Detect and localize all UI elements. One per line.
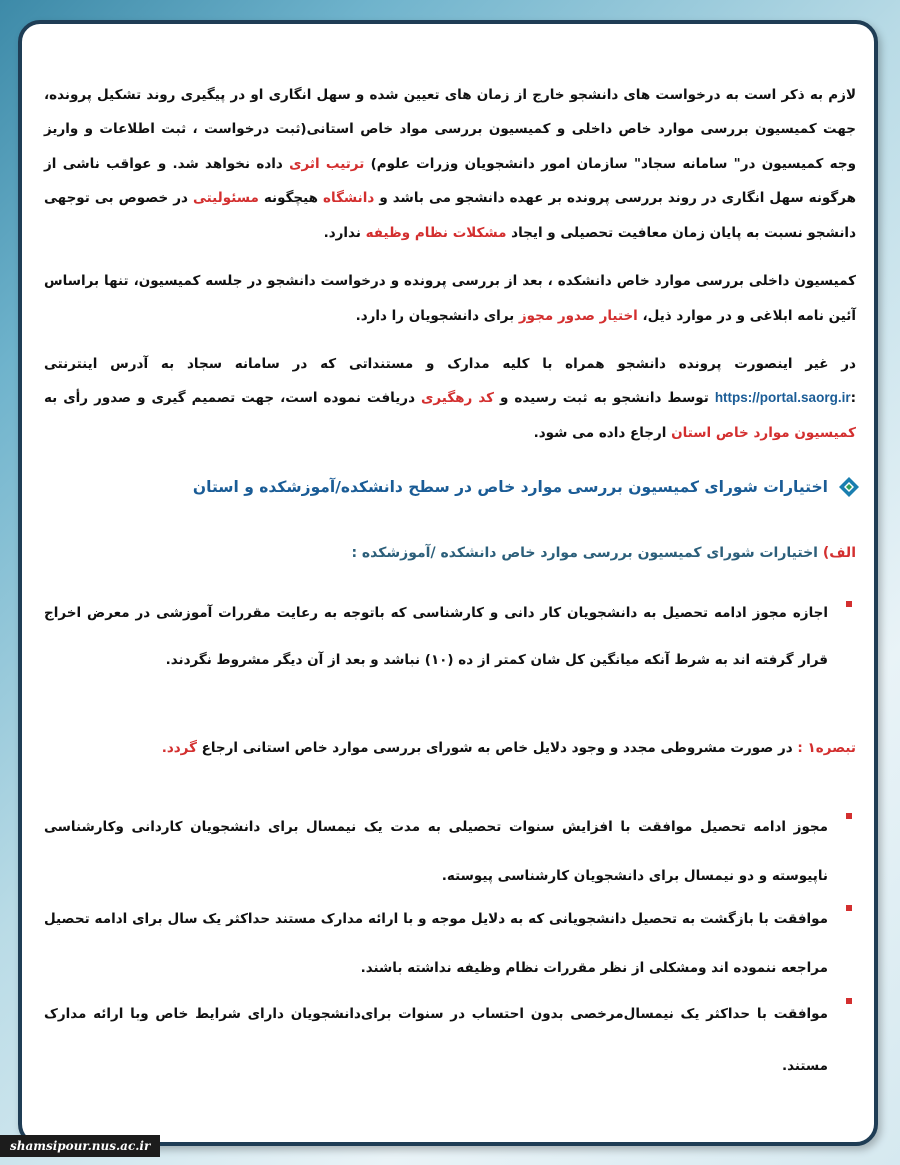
square-bullet-icon xyxy=(846,905,852,911)
list-item: موافقت با حداکثر یک نیمسال‌مرخصی بدون احتساب در سنوات برای‌دانشجویان دارای شرایط خاص وبا ارائه مدارک مستند. xyxy=(44,988,856,1092)
intro-paragraph-2: کمیسیون داخلی بررسی موارد خاص دانشکده ، بعد از بررسی پرونده و درخواست دانشجو در جلسه کمیسیون، تنها براساس آئین نامه ابلاغی و در موارد ذیل، اختیار صدور مجوز برای دانشجویان را دارد. xyxy=(44,272,856,324)
portal-link[interactable]: https://portal.saorg.ir xyxy=(714,390,851,406)
note-label: تبصره۱ : xyxy=(797,740,856,756)
diamond-bullet-icon xyxy=(838,476,860,498)
highlight-text: کد رهگیری xyxy=(421,390,494,407)
highlight-text: اختیار صدور مجوز xyxy=(518,307,638,324)
intro-section xyxy=(44,64,856,464)
sub-heading-label: الف) xyxy=(822,545,856,561)
highlight-text: مسئولیتی xyxy=(193,190,259,207)
sub-heading xyxy=(44,545,856,561)
section-heading-text: اختیارات شورای کمیسیون بررسی موارد خاص در سطح دانشکده/آموزشکده و استان xyxy=(192,478,828,496)
square-bullet-icon xyxy=(846,601,852,607)
highlight-text: کمیسیون موارد خاص استان xyxy=(671,424,856,441)
square-bullet-icon xyxy=(846,813,852,819)
list-item: مجوز ادامه تحصیل موافقت با افزایش سنوات تحصیلی به مدت یک نیمسال برای دانشجویان کاردانی وکارشناسی ناپیوسته و دو نیمسال برای دانشجویان کارشناسی پیوسته. xyxy=(44,803,856,901)
site-watermark: shamsipour.nus.ac.ir xyxy=(0,1135,160,1157)
highlight-text: مشکلات نظام وظیفه xyxy=(365,224,507,241)
highlight-text: ترتیب اثری xyxy=(289,155,365,172)
highlight-text: دانشگاه xyxy=(323,190,375,207)
sub-heading-text: اختیارات شورای کمیسیون بررسی موارد خاص دانشکده /آموزشکده : xyxy=(351,545,823,561)
intro-paragraph-1: لازم به ذکر است به درخواست های دانشجو خارج از زمان های تعیین شده و سهل انگاری او در پیگیری روند تشکیل پرونده، جهت کمیسیون بررسی موارد خاص داخلی و کمیسیون بررسی مواد خاص استانی(ثبت درخواست ، ثبت اطلاعات و واریز وجه کمیسیون در" سامانه سجاد" سازمان امور دانشجویان وزرات علوم) ترتیب اثری داده نخواهد شد. و عواقب ناشی از هرگونه سهل انگاری در روند بررسی پرونده بر عهده دانشجو می باشد و دانشگاه هیچگونه مسئولیتی در خصوص بی توجهی دانشجو نسبت به پایان زمان معافیت تحصیلی و ایجاد مشکلات نظام وظیفه ندارد. xyxy=(44,86,857,241)
note-1 xyxy=(44,730,856,767)
list-item: اجازه مجوز ادامه تحصیل به دانشجویان کار دانی و کارشناسی که باتوجه به رعایت مقررات آموزشی در معرض اخراج قرار گرفته اند به شرط آنکه میانگین کل شان کمتر از ده (۱۰) نباشد و بعد از آن دیگر مشروط نگردند. xyxy=(44,590,856,684)
square-bullet-icon xyxy=(846,998,852,1004)
note-end: گردد. xyxy=(161,740,197,756)
list-item: موافقت با بازگشت به تحصیل دانشجویانی که به دلایل موجه و با ارائه مدارک مستند حداکثر یک سال برای ادامه تحصیل مراجعه ننموده اند ومشکلی از نظر مقررات نظام وظیفه نداشته باشند. xyxy=(44,895,856,993)
intro-paragraph-3: در غیر اینصورت پرونده دانشجو همراه با کلیه مدارک و مستنداتی که در سامانه سجاد به آدرس اینترنتی :https://portal.saorg.ir توسط دانشجو به ثبت رسیده و کد رهگیری دریافت نموده است، جهت تصمیم گیری و صدور رأی به کمیسیون موارد خاص استان ارجاع داده می شود. xyxy=(44,355,856,441)
note-text: در صورت مشروطی مجدد و وجود دلایل خاص به شورای بررسی موارد خاص استانی ارجاع xyxy=(196,740,798,756)
section-heading xyxy=(30,476,860,498)
